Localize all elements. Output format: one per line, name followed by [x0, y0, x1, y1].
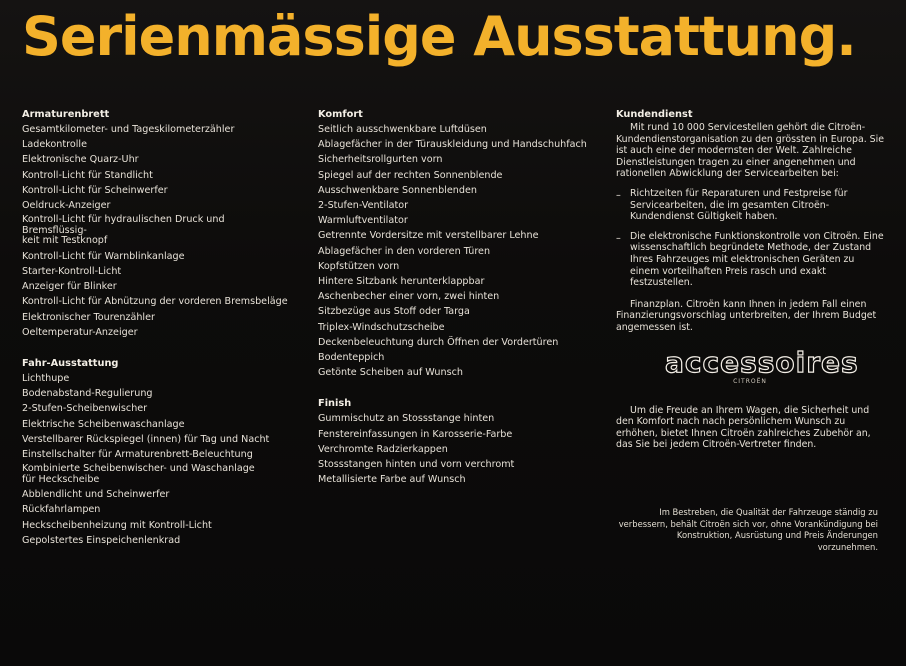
- list-item: Ladekontrolle: [22, 139, 87, 151]
- list-item: Gepolstertes Einspeichenlenkrad: [22, 534, 181, 546]
- list-item: Einstellschalter für Armaturenbrett-Beleuchtung: [22, 448, 253, 460]
- list-item: Lichthupe: [22, 372, 70, 384]
- list-item: Abblendlicht und Scheinwerfer: [22, 489, 170, 501]
- list-item: Kopfstützen vorn: [318, 260, 400, 272]
- column-middle: [318, 107, 598, 487]
- bullet-dash: –: [616, 189, 621, 201]
- list-item: Kombinierte Scheibenwischer- und Waschanlage für Heckscheibe: [22, 463, 255, 485]
- list-item: Verchromte Radzierkappen: [318, 443, 448, 455]
- bullet-text: Richtzeiten für Reparaturen und Festpreise für Servicearbeiten, die im gesamten Citroën-Kundendienst Gültigkeit haben.: [630, 187, 848, 223]
- section-gap: [22, 340, 292, 356]
- list-item: Verstellbarer Rückspiegel (innen) für Tag und Nacht: [22, 433, 270, 445]
- list-item: Elektronische Quarz-Uhr: [22, 154, 139, 166]
- heading-komfort: Komfort: [318, 109, 363, 120]
- list-item: 2-Stufen-Scheibenwischer: [22, 403, 148, 415]
- bullet-funktionskontrolle: [616, 231, 884, 289]
- column-left: [22, 107, 292, 548]
- list-item: Aschenbecher einer vorn, zwei hinten: [318, 291, 500, 303]
- heading-kundendienst: Kundendienst: [616, 109, 693, 120]
- heading-finish: Finish: [318, 398, 352, 410]
- list-item: Getönte Scheiben auf Wunsch: [318, 367, 463, 379]
- finanzplan-text: Finanzplan. Citroën kann Ihnen in jedem Fall einen Finanzierungsvorschlag unterbreiten, der Ihrem Budget angemessen ist.: [616, 298, 877, 333]
- list-item: Kontroll-Licht für Warnblinkanlage: [22, 250, 185, 262]
- list-komfort: [318, 122, 598, 380]
- list-item: Kontroll-Licht für Standlicht: [22, 169, 153, 181]
- accessoires-text: Um die Freude an Ihrem Wagen, die Sicherheit und den Komfort nach nach persönlichem Wunsch zu erhöhen, bietet Ihnen Citroën zahlreiches Zubehör an, das Sie bei jedem Citroën-Vertreter finden.: [616, 404, 871, 451]
- accessoires-logo: [665, 345, 859, 389]
- list-item: Seitlich ausschwenkbare Luftdüsen: [318, 124, 487, 135]
- list-item: Gummischutz an Stossstange hinten: [318, 413, 495, 425]
- disclaimer-note: Im Bestreben, die Qualität der Fahrzeuge ständig zu verbessern, behält Citroën sich vor, ohne Vorankündigung bei Konstruktion, Ausrüstung und Preis Änderungen vorzunehmen.: [618, 507, 878, 552]
- list-item: Elektrische Scheibenwaschanlage: [22, 418, 185, 430]
- list-item: 2-Stufen-Ventilator: [318, 200, 409, 212]
- list-item: Bodenabstand-Regulierung: [22, 388, 153, 400]
- list-fahr-ausstattung: [22, 371, 292, 548]
- list-item: Elektronischer Tourenzähler: [22, 311, 155, 323]
- list-item: Sitzbezüge aus Stoff oder Targa: [318, 306, 470, 318]
- list-item: Stossstangen hinten und vorn verchromt: [318, 459, 515, 471]
- list-item: Oeldruck-Anzeiger: [22, 200, 111, 212]
- accessoires-logo-sub: CITROËN: [733, 377, 767, 385]
- page-title: Serienmässige Ausstattung.: [22, 5, 856, 68]
- bullet-dash: –: [616, 232, 621, 244]
- list-item: Kontroll-Licht für hydraulischen Druck und Bremsflüssig- keit mit Testknopf: [22, 214, 225, 247]
- list-item: Hintere Sitzbank herunterklappbar: [318, 276, 485, 288]
- list-item: Starter-Kontroll-Licht: [22, 265, 122, 277]
- list-item: Warmluftventilator: [318, 215, 408, 227]
- list-item: Ablagefächer in der Türauskleidung und Handschuhfach: [318, 139, 587, 151]
- list-item: Anzeiger für Blinker: [22, 281, 117, 293]
- list-item: Getrennte Vordersitze mit verstellbarer Lehne: [318, 230, 539, 242]
- list-item: Kontroll-Licht für Scheinwerfer: [22, 184, 168, 196]
- kundendienst-intro: Mit rund 10 000 Servicestellen gehört die Citroën-Kundendienstorganisation zu den grössten in Europa. Sie ist auch eine der modernsten der Welt. Zahlreiche Dienstleistungen tragen zu einer angenehmen und rationellen Abwicklung der Servicearbeiten bei:: [616, 122, 884, 180]
- accessoires-logo-word: accessoires: [665, 345, 859, 379]
- heading-armaturenbrett: Armaturenbrett: [22, 109, 110, 120]
- list-item: Bodenteppich: [318, 352, 385, 364]
- list-item: Rückfahrlampen: [22, 504, 101, 516]
- list-item: Gesamtkilometer- und Tageskilometerzähler: [22, 124, 235, 135]
- section-gap: [318, 380, 598, 396]
- list-item: Metallisierte Farbe auf Wunsch: [318, 474, 466, 486]
- list-item: Deckenbeleuchtung durch Öffnen der Vordertüren: [318, 336, 559, 348]
- list-item: Triplex-Windschutzscheibe: [318, 321, 445, 333]
- column-right: [616, 107, 884, 451]
- bullet-text: Die elektronische Funktionskontrolle von Citroën. Eine wissenschaftlich begründete Methode, der Zustand Ihres Fahrzeuges mit elektronischen Geräten zu einem vorteilhaften Preis rasch und exakt festzustellen.: [630, 230, 884, 289]
- list-item: Heckscheibenheizung mit Kontroll-Licht: [22, 519, 212, 531]
- list-armaturenbrett: [22, 122, 292, 340]
- list-item: Sicherheitsrollgurten vorn: [318, 154, 443, 166]
- list-item: Oeltemperatur-Anzeiger: [22, 326, 138, 338]
- list-item: Kontroll-Licht für Abnützung der vorderen Bremsbeläge: [22, 296, 288, 308]
- list-item: Spiegel auf der rechten Sonnenblende: [318, 169, 503, 181]
- list-finish: [318, 411, 598, 487]
- bullet-richtzeiten: [616, 188, 884, 223]
- list-item: Ausschwenkbare Sonnenblenden: [318, 184, 477, 196]
- list-item: Fenstereinfassungen in Karosserie-Farbe: [318, 428, 513, 440]
- list-item: Ablagefächer in den vorderen Türen: [318, 245, 491, 257]
- heading-fahr-ausstattung: Fahr-Ausstattung: [22, 357, 119, 369]
